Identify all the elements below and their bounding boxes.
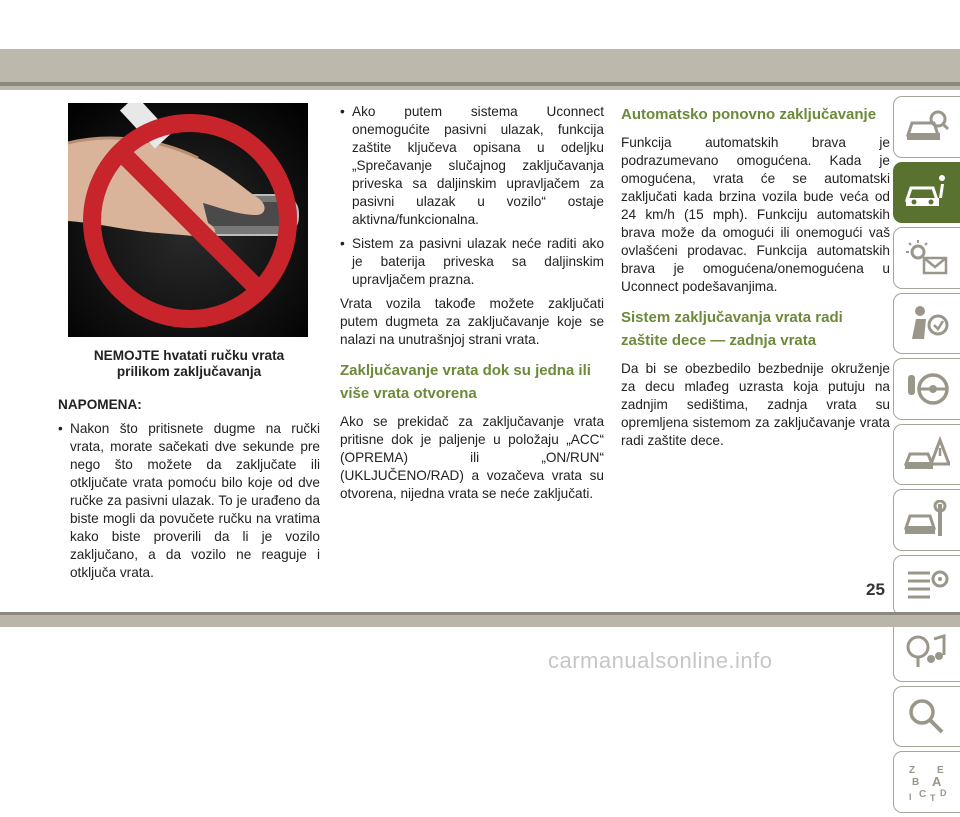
prohibited-handle-illustration: [68, 103, 308, 337]
multimedia-icon: [904, 631, 950, 671]
index-letter: E: [937, 764, 944, 776]
section-heading-child-lock: Sistem zaključavanja vrata radi zaštite dece — zadnja vrata: [621, 309, 843, 349]
car-service-icon: [904, 500, 950, 540]
index-letter: C: [919, 788, 927, 800]
tab-safety[interactable]: [893, 293, 960, 355]
bullet-uconnect: • Ako putem sistema Uconnect onemogućite pasivni ulazak, funkcija zaštite ključeva opisana u odeljku „Sprečavanje slučajnog zaključavanja priveska sa daljinskim upravljačem za pasivni ulazak u vozilo“ ostaje aktivna/funkcionalna.: [340, 103, 604, 229]
car-search-icon: [904, 107, 950, 147]
auto-relock-paragraph: Funkcija automatskih brava je podrazumevano omogućena. Kada je omogućena, vrata će se automatski zaključati kada brzina vozila bude veća od 24 km/h (15 mph). Funkciju automatskih brava može da omogući ili onemogući vaš ovlašćeni prodavac. Funkcija automatskih brava je omogućena/onemogućena u Uconnect podešavanjima.: [621, 135, 890, 294]
tab-driving[interactable]: [893, 358, 960, 420]
caption-line-1: NEMOJTE hvatati ručku vrata: [93, 348, 285, 363]
interior-lock-paragraph: Vrata vozila takođe možete zaključati putem dugmeta za zaključavanje koje se nalazi na unutrašnjoj strani vrata.: [340, 296, 604, 347]
photo-caption: [58, 348, 320, 380]
tab-service[interactable]: [893, 489, 960, 551]
section-heading-doors-open: Zaključavanje vrata dok su jedna ili više vrata otvorena: [340, 362, 591, 402]
tab-warning-lights[interactable]: [893, 227, 960, 289]
section-heading-auto-relock: Automatsko ponovno zaključavanje: [621, 106, 877, 123]
child-lock-paragraph: Da bi se obezbedilo bezbednije okruženje za decu mlađeg uzrasta koja putuju na zadnjim sedištima, zadnja vrata su opremljena sistemom za zaključavanje vrata radi zaštite dece.: [621, 361, 890, 448]
roadside-warning-icon: [904, 434, 950, 474]
safety-airbag-icon: [904, 303, 950, 343]
page-number: 25: [866, 580, 885, 599]
car-info-icon: [904, 172, 950, 212]
tab-car-search[interactable]: [893, 96, 960, 158]
header-rule: [0, 82, 960, 86]
specifications-icon: [904, 565, 950, 605]
index-letter: I: [909, 791, 912, 802]
bullet-battery: • Sistem za pasivni ulazak neće raditi ako je baterija priveska sa daljinskim upravljačem prazna.: [340, 235, 604, 289]
tab-specifications[interactable]: [893, 555, 960, 617]
passive-entry-list: [340, 103, 604, 289]
caption-line-2: prilikom zaključavanja: [116, 364, 262, 379]
tab-index-search[interactable]: [893, 686, 960, 748]
note-list: [58, 420, 320, 582]
tab-multimedia[interactable]: [893, 620, 960, 682]
tab-roadside[interactable]: [893, 424, 960, 486]
index-search-icon: [904, 696, 950, 736]
steering-wheel-icon: [904, 369, 950, 409]
index-letter: T: [930, 792, 936, 802]
doors-open-paragraph: Ako se prekidač za zaključavanje vrata pritisne dok je paljenje u položaju „ACC“ (OPREMA) ili „ON/RUN“ (UKLJUČENO/RAD) a vozačeva vrata su otvorena, nijedna vrata se neće zaključati.: [340, 414, 604, 501]
watermark: carmanualsonline.info: [548, 648, 773, 673]
tab-car-info[interactable]: [893, 162, 960, 224]
column-middle: [340, 103, 604, 503]
index-letter: A: [932, 773, 942, 789]
chapter-tabs: [893, 96, 960, 817]
index-letter: Z: [909, 764, 916, 776]
tab-alphabet-index[interactable]: [893, 751, 960, 813]
index-letter: B: [912, 776, 920, 788]
note-heading: NAPOMENA:: [58, 397, 142, 412]
note-bullet: • Nakon što pritisnete dugme na ručki vrata, morate sačekati dve sekunde pre nego što možete da zaključate ili otključate vrata pomoću bilo koje od dve ručke za pasivni ulazak. To je urađeno da biste mogli da povučete ručku na vratima kako biste proverili da li je vozilo zaključano, a da vozilo ne reaguje i otključa vrata.: [58, 420, 320, 582]
door-handle-photo: [68, 103, 308, 337]
footer-rule: [0, 612, 960, 615]
index-letter: D: [940, 787, 947, 798]
alphabet-index-icon: [904, 762, 950, 802]
column-right: [621, 103, 890, 450]
column-left: [58, 103, 320, 588]
warning-lights-icon: [904, 238, 950, 278]
